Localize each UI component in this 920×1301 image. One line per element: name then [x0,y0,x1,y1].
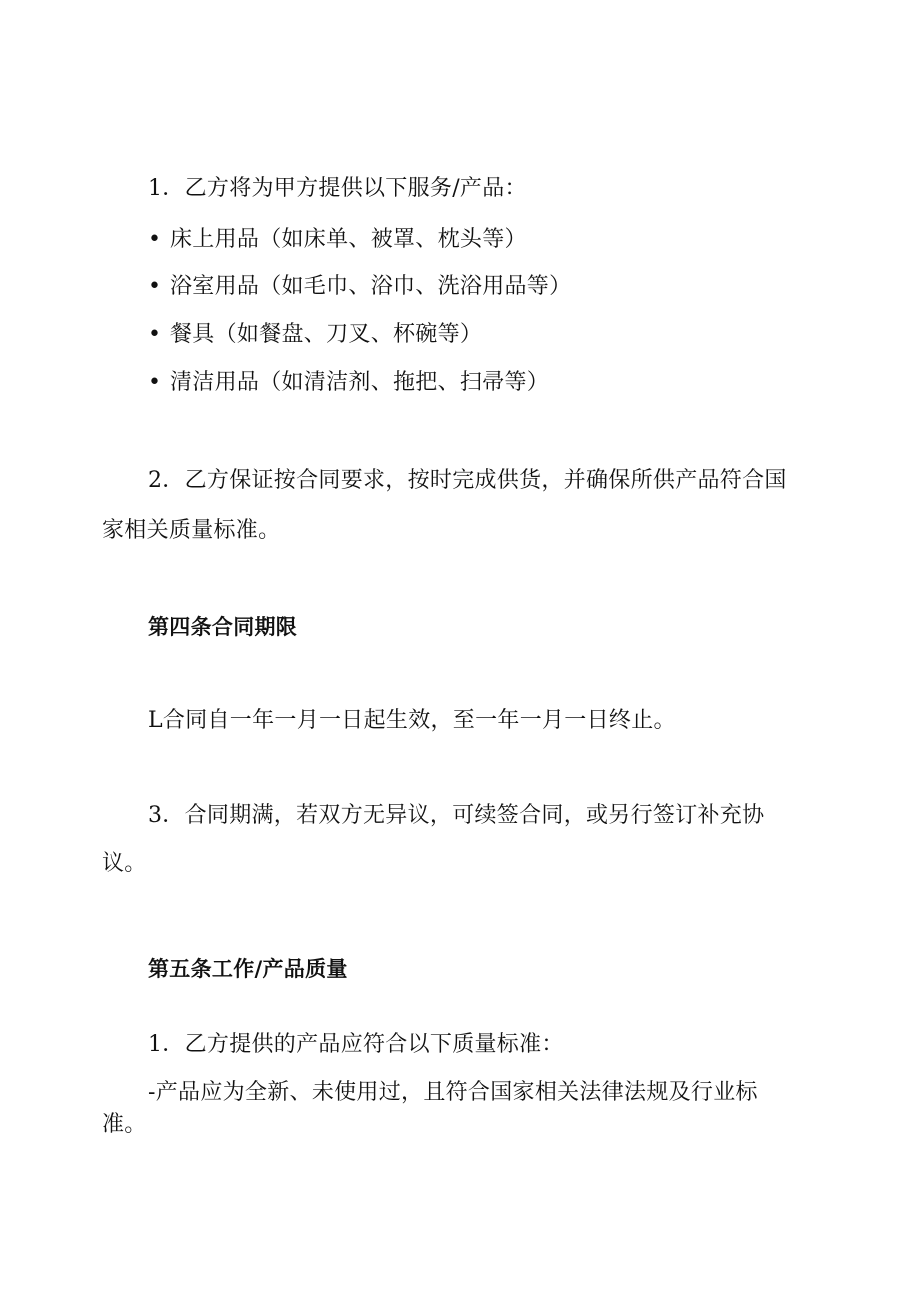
term-item-1: L合同自一年一月一日起生效，至一年一月一日终止。 [148,708,676,733]
bullet-icon: • [148,370,162,395]
term-item-3-line-2: 议。 [102,851,147,876]
bullet-icon: • [148,227,162,252]
bullet-icon: • [148,322,162,347]
quality-sub-item-line-1: -产品应为全新、未使用过，且符合国家相关法律法规及行业标 [148,1080,758,1105]
bullet-icon: • [148,274,162,299]
bullet-text: 餐具（如餐盘、刀叉、杯碗等） [170,322,483,347]
bullet-item-cleaning [148,370,549,396]
section-heading-quality: 第五条工作/产品质量 [148,957,348,981]
service-item-2-line-2: 家相关质量标准。 [102,518,281,543]
service-item-1: 1．乙方将为甲方提供以下服务/产品： [148,176,527,201]
bullet-text: 清洁用品（如清洁剂、拖把、扫帚等） [170,370,550,395]
bullet-item-tableware [148,322,482,348]
bullet-item-bathroom [148,274,571,300]
service-item-2-line-1: 2．乙方保证按合同要求，按时完成供货，并确保所供产品符合国 [148,468,787,493]
bullet-text: 浴室用品（如毛巾、浴巾、洗浴用品等） [170,274,572,299]
quality-item-1: 1．乙方提供的产品应符合以下质量标准： [148,1032,564,1057]
quality-sub-item-line-2: 准。 [102,1112,147,1137]
bullet-item-bedding [148,227,527,253]
bullet-text: 床上用品（如床单、被罩、枕头等） [170,227,527,252]
section-heading-term: 第四条合同期限 [148,615,298,639]
term-item-3-line-1: 3．合同期满，若双方无异议，可续签合同，或另行签订补充协 [148,803,765,828]
